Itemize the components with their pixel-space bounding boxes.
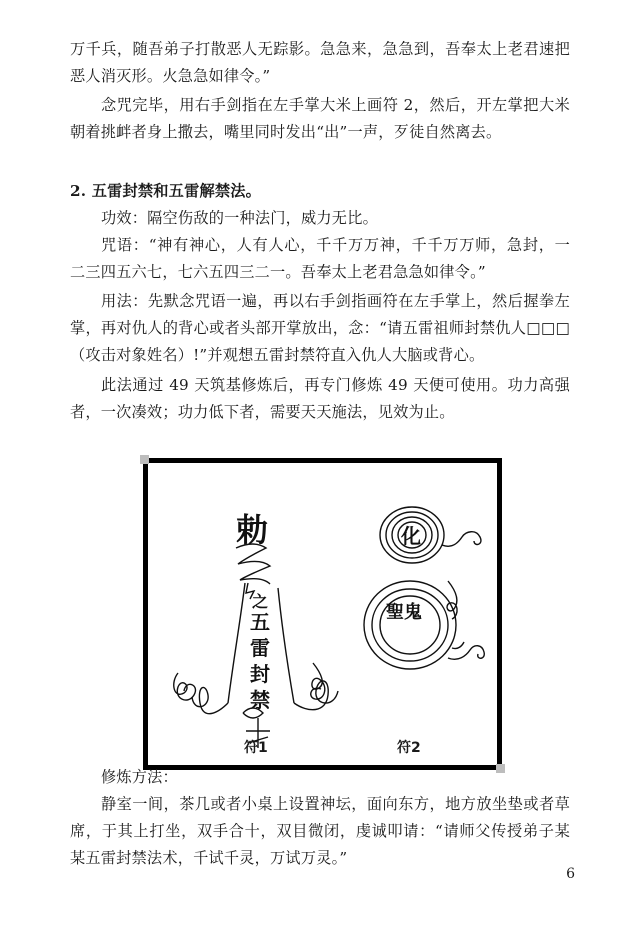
- paragraph-effect: 功效：隔空伤敌的一种法门，威力无比。: [101, 209, 378, 227]
- caption-talisman-1: 符1: [244, 740, 268, 756]
- talisman-2-bottom-chars: 聖鬼: [386, 602, 422, 623]
- talisman-2: [364, 507, 484, 669]
- paragraph-method: 静室一间，茶几或者小桌上设置神坛，面向东方，地方放坐垫或者草席，于其上打坐，双手合十，双目微闭，虔诚叩请：“请师父传授弟子某某五雷封禁法术，千试千灵，万试万灵。”: [70, 795, 570, 867]
- talisman-1-char-1: 之: [252, 592, 269, 611]
- paragraph-method-title: 修炼方法：: [101, 768, 178, 786]
- paragraph-practice-note: 此法通过 49 天筑基修炼后，再专门修炼 49 天便可使用。功力高强者，一次凑效；功力低下者，需要天天施法，见效为止。: [70, 376, 570, 421]
- talisman-1-char-5: 禁: [250, 688, 270, 712]
- paragraph-chant-done: 念咒完毕，用右手剑指在左手掌大米上画符 2，然后，开左掌把大米朝着挑衅者身上撒去，嘴里同时发出“出”一声，歹徒自然离去。: [70, 96, 570, 141]
- talisman-1: [174, 511, 338, 748]
- paragraph-continuation: 万千兵，随吾弟子打散恶人无踪影。急急来，急急到，吾奉太上老君速把恶人消灭形。火急急如律令。”: [70, 40, 570, 85]
- talisman-1-char-4: 封: [250, 662, 270, 686]
- talisman-2-top-char: 化: [401, 524, 421, 548]
- talisman-figure: [143, 458, 502, 770]
- talisman-drawing: [148, 463, 497, 765]
- paragraph-incantation: 咒语：“神有神心，人有人心，千千万万神，千千万万师，急封，一二三四五六七，七六五四三二一。吾奉太上老君急急如律令。”: [70, 236, 570, 281]
- talisman-1-char-2: 五: [250, 610, 270, 634]
- caption-talisman-2: 符2: [397, 740, 421, 756]
- talisman-1-char-3: 雷: [250, 636, 270, 660]
- figure-corner-mark: [140, 455, 149, 464]
- section-heading: 2. 五雷封禁和五雷解禁法。: [70, 182, 262, 200]
- page-number: 6: [566, 866, 575, 882]
- paragraph-usage: 用法：先默念咒语一遍，再以右手剑指画符在左手掌上，然后握拳左掌，再对仇人的背心或者头部开掌放出，念：“请五雷祖师封禁仇人□□□（攻击对象姓名）!”并观想五雷封禁符直入仇人大脑或背心。: [70, 292, 570, 364]
- talisman-1-top-char: 勅: [236, 511, 269, 549]
